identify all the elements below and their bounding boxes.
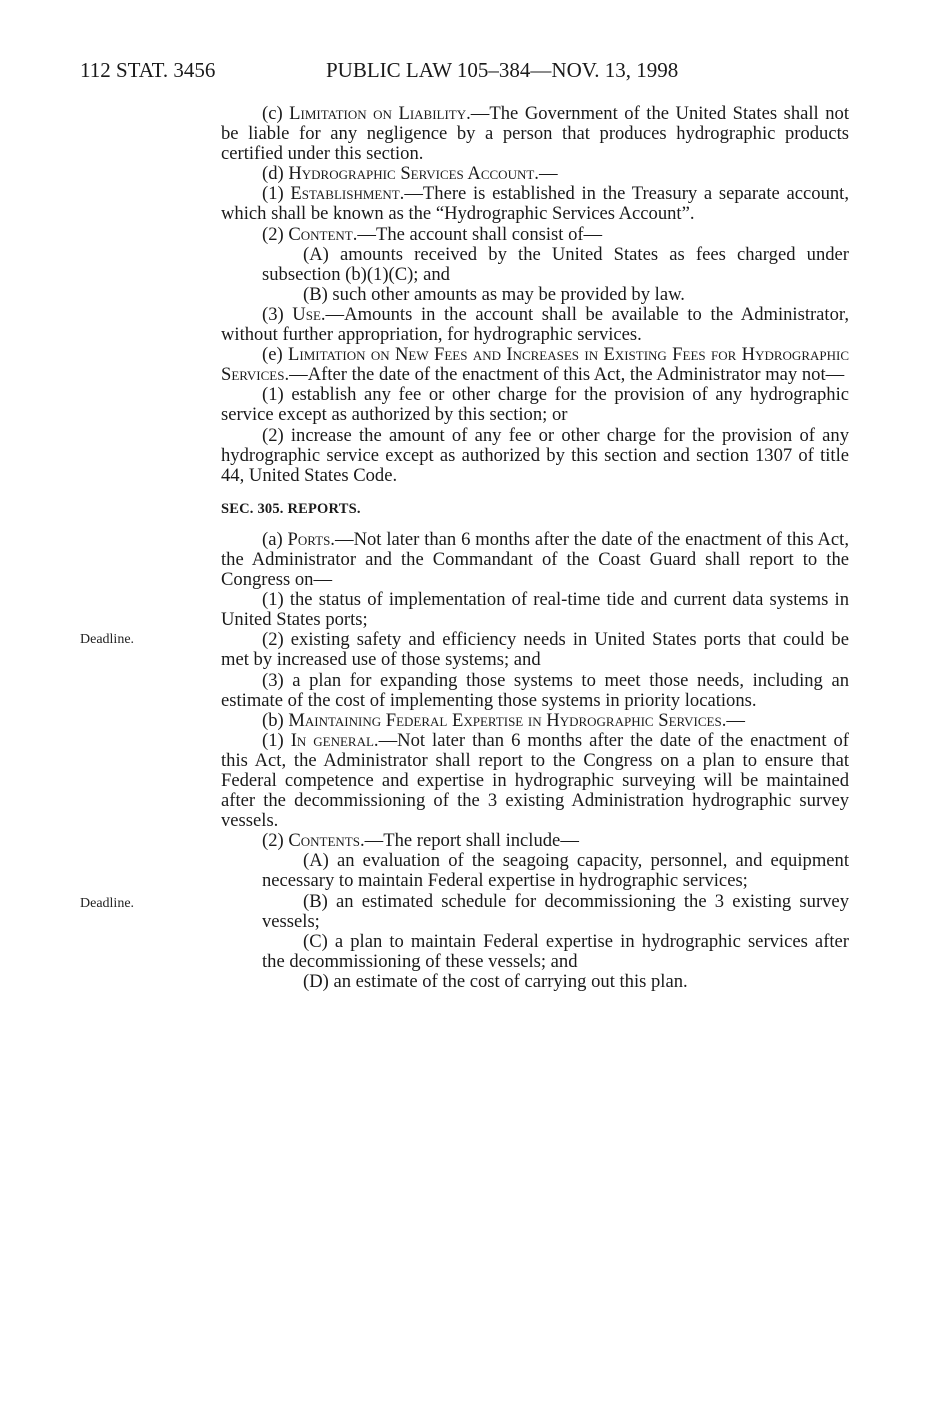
paragraph-d2A: (A) amounts received by the United States as fees charged under subsection (b)(1)(C); and: [262, 243, 849, 285]
subsection-a: (a) Ports.—Not later than 6 months after the date of the enactment of this Act, the Administrator and the Commandant of the Coast Guard shall report to the Congress on—: [221, 528, 849, 591]
subsection-c: (c) Limitation on Liability.—The Government of the United States shall not be liable for any negligence by a person that produces hydrographic products certified under this section.: [221, 103, 849, 165]
public-law-title: PUBLIC LAW 105–384—NOV. 13, 1998: [326, 58, 679, 82]
paragraph-e1: (1) establish any fee or other charge for the provision of any hydrographic service except as authorized by this section; or: [221, 384, 849, 426]
paragraph-d2: (2) Content.—The account shall consist of—: [262, 223, 603, 245]
subsection-b: (b) Maintaining Federal Expertise in Hydrographic Services.—: [262, 709, 745, 731]
paragraph-b2A: (A) an evaluation of the seagoing capacity, personnel, and equipment necessary to maintain Federal expertise in hydrographic services;: [262, 850, 849, 892]
paragraph-b2: (2) Contents.—The report shall include—: [262, 830, 579, 852]
paragraph-a2: (2) existing safety and efficiency needs in United States ports that could be met by increased use of those systems; and: [221, 629, 849, 671]
margin-note-deadline: Deadline.: [80, 896, 135, 911]
paragraph-d2B: (B) such other amounts as may be provided by law.: [303, 283, 685, 305]
paragraph-d1: (1) Establishment.—There is established in the Treasury a separate account, which shall be known as the “Hydrographic Services Account”.: [221, 183, 849, 225]
paragraph-b2B: (B) an estimated schedule for decommissioning the 3 existing survey vessels;: [262, 890, 849, 932]
paragraph-d3: (3) Use.—Amounts in the account shall be available to the Administrator, without further appropriation, for hydrographic services.: [221, 303, 849, 346]
statute-citation: 112 STAT. 3456: [80, 58, 216, 82]
paragraph-a1: (1) the status of implementation of real-time tide and current data systems in United States ports;: [221, 589, 849, 631]
paragraph-b2D: (D) an estimate of the cost of carrying out this plan.: [303, 970, 688, 992]
page-header: [80, 58, 860, 84]
subsection-d: (d) Hydrographic Services Account.—: [262, 163, 558, 185]
paragraph-b2C: (C) a plan to maintain Federal expertise in hydrographic services after the decommissioning of these vessels; and: [262, 930, 849, 972]
paragraph-a3: (3) a plan for expanding those systems to meet those needs, including an estimate of the cost of implementing those systems in priority locations.: [221, 669, 849, 711]
section-heading: SEC. 305. REPORTS.: [221, 500, 361, 517]
document-body: [221, 104, 849, 992]
paragraph-e2: (2) increase the amount of any fee or other charge for the provision of any hydrographic service except as authorized by this section and section 1307 of title 44, United States Code.: [221, 424, 849, 486]
margin-note-deadline: Deadline.: [80, 632, 135, 647]
subsection-e: (e) Limitation on New Fees and Increases in Existing Fees for Hydrographic Services.—After the date of the enactment of this Act, the Administrator may not—: [221, 344, 849, 386]
paragraph-b1: (1) In general.—Not later than 6 months after the date of the enactment of this Act, the Administrator shall report to the Congress on a plan to ensure that Federal competence and expertise in hydrographic surveying will be maintained after the decommissioning of the 3 existing Administration hydrographic survey vessels.: [221, 729, 849, 832]
